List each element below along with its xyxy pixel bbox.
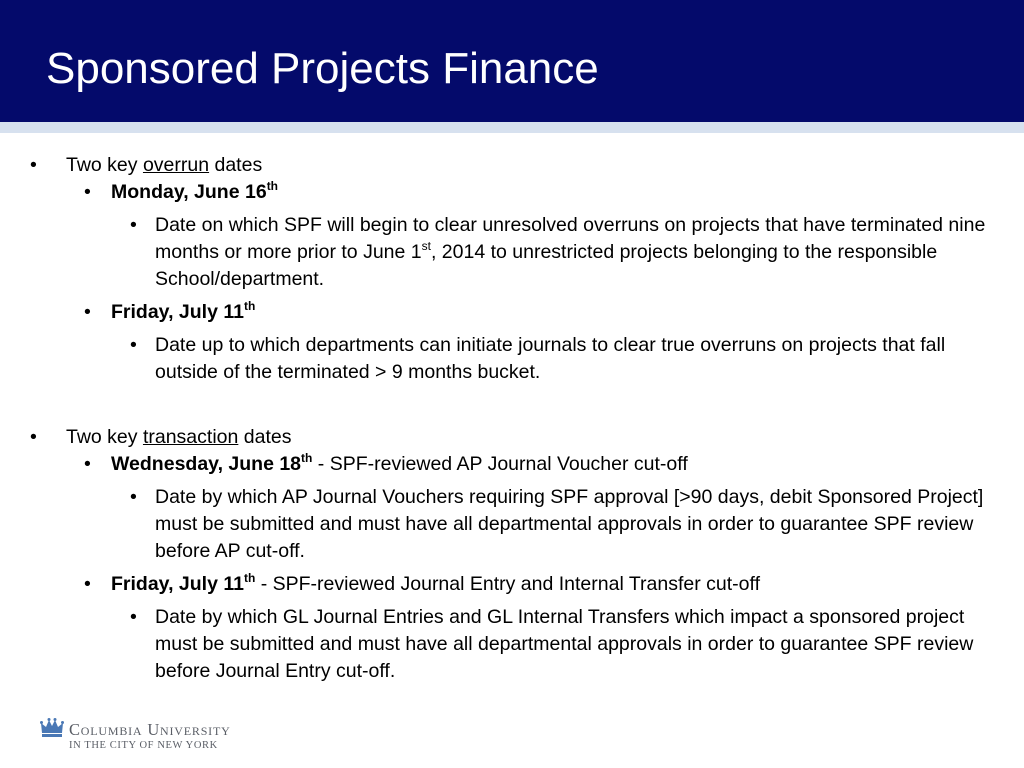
university-name: Columbia University xyxy=(69,720,231,739)
detail-text-part-a: Date on which SPF will begin to clear unresolved overruns on projects that have terminated nine months or more prior to June 1 xyxy=(155,214,986,263)
slide-title: Sponsored Projects Finance xyxy=(46,44,599,93)
bullet-overrun-dates xyxy=(0,152,1024,179)
columbia-university-logo xyxy=(40,716,300,756)
bullet-friday-july-11 xyxy=(0,299,1024,326)
section2-keyword: transaction xyxy=(142,426,239,448)
bullet-marker: • xyxy=(130,334,137,356)
crown-icon xyxy=(40,718,64,738)
date-ordinal: th xyxy=(301,451,313,465)
bullet-monday-june-16 xyxy=(0,179,1024,206)
date-heading: Friday, July 11 xyxy=(111,573,244,595)
section2-suffix: dates xyxy=(238,426,292,448)
university-tagline: IN THE CITY OF NEW YORK xyxy=(69,740,218,751)
title-bar xyxy=(0,0,1024,122)
bullet-marker: • xyxy=(130,214,137,236)
bullet-marker: • xyxy=(30,426,37,448)
detail-wednesday-june-18 xyxy=(0,484,1024,565)
title-accent-strip xyxy=(0,122,1024,133)
bullet-marker: • xyxy=(84,181,91,203)
detail-friday-july-11-transfer xyxy=(0,604,1024,685)
detail-ordinal: st xyxy=(421,239,431,253)
bullet-marker: • xyxy=(84,453,91,475)
bullet-friday-july-11-transfer xyxy=(0,571,1024,598)
bullet-wednesday-june-18 xyxy=(0,451,1024,478)
bullet-marker: • xyxy=(30,154,37,176)
bullet-transaction-dates xyxy=(0,424,1024,451)
detail-text: Date up to which departments can initiate journals to clear true overruns on projects that fall outside of the terminated > 9 months bucket. xyxy=(155,334,946,383)
date-ordinal: th xyxy=(243,571,256,585)
cutoff-description: - SPF-reviewed AP Journal Voucher cut-off xyxy=(312,453,688,475)
detail-friday-july-11 xyxy=(0,332,1024,386)
bullet-marker: • xyxy=(130,486,137,508)
date-heading: Wednesday, June 18 xyxy=(111,453,302,475)
cutoff-description: - SPF-reviewed Journal Entry and Internal Transfer cut-off xyxy=(255,573,760,595)
slide-content xyxy=(0,152,1024,685)
section1-prefix: Two key xyxy=(66,154,143,176)
section1-suffix: dates xyxy=(209,154,263,176)
section1-keyword: overrun xyxy=(142,154,210,176)
bullet-marker: • xyxy=(130,606,137,628)
bullet-marker: • xyxy=(84,301,91,323)
detail-text: Date by which GL Journal Entries and GL Internal Transfers which impact a sponsored project must be submitted and must have all departmental approvals in order to guarantee SPF review before Journal Entry cut-off. xyxy=(155,606,974,682)
date-ordinal: th xyxy=(243,299,256,313)
date-heading: Friday, July 11 xyxy=(111,301,244,323)
detail-text: Date by which AP Journal Vouchers requiring SPF approval [>90 days, debit Sponsored Project] must be submitted and must have all departmental approvals in order to guarantee SPF review before AP cut-off. xyxy=(155,486,984,562)
date-ordinal: th xyxy=(266,179,279,193)
detail-text-part-b: , 2014 to unrestricted projects belonging to the responsible School/department. xyxy=(155,241,938,290)
detail-monday-june-16 xyxy=(0,212,1024,293)
section2-prefix: Two key xyxy=(66,426,143,448)
date-heading: Monday, June 16 xyxy=(111,181,267,203)
bullet-marker: • xyxy=(84,573,91,595)
